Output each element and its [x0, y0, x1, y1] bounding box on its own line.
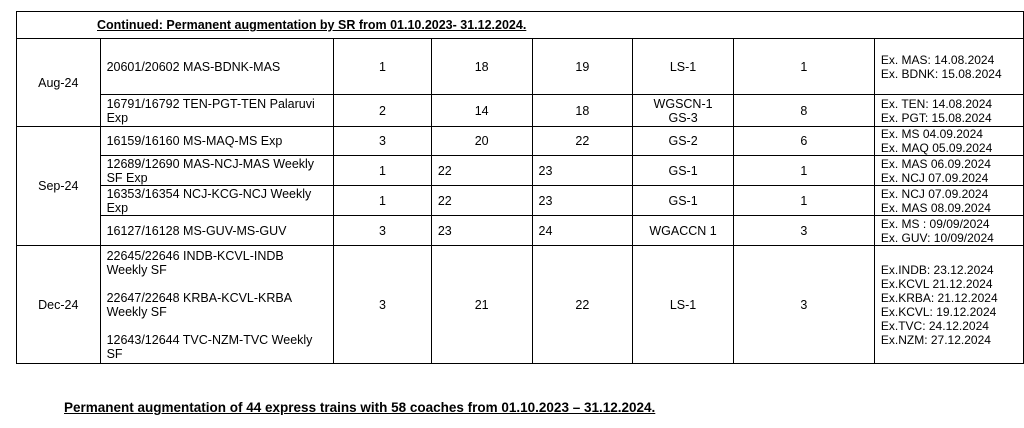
- month-cell: Dec-24: [17, 246, 101, 364]
- coach-type-cell: WGACCN 1: [633, 216, 734, 246]
- train-line: 22647/22648 KRBA-KCVL-KRBA: [106, 290, 293, 305]
- remarks-cell: [874, 246, 1023, 364]
- train-cell: 16159/16160 MS-MAQ-MS Exp: [100, 127, 334, 156]
- train-cell: [100, 186, 334, 216]
- coaches-cell: 1: [733, 39, 874, 95]
- coach-type-line: WGSCN-1: [653, 96, 713, 111]
- value-cell: 2: [334, 95, 432, 127]
- spacer: [107, 277, 328, 291]
- train-line: SF: [106, 346, 123, 361]
- remark-line: Ex. GUV: 10/09/2024: [880, 230, 994, 245]
- train-line: Weekly SF: [106, 304, 167, 319]
- spacer: [107, 319, 328, 333]
- train-cell: 16127/16128 MS-GUV-MS-GUV: [100, 216, 334, 246]
- train-line: 12689/12690 MAS-NCJ-MAS Weekly: [106, 156, 315, 171]
- month-cell: Aug-24: [17, 39, 101, 127]
- coaches-cell: 6: [733, 127, 874, 156]
- table-row: [17, 186, 1024, 216]
- train-cell: [100, 156, 334, 186]
- value-cell: 14: [431, 95, 532, 127]
- coaches-cell: 1: [733, 186, 874, 216]
- coach-type-line: GS-3: [668, 110, 698, 125]
- remark-line: Ex. PGT: 15.08.2024: [880, 110, 992, 125]
- table-row: [17, 246, 1024, 364]
- table-row: [17, 39, 1024, 95]
- train-cell: 20601/20602 MAS-BDNK-MAS: [100, 39, 334, 95]
- remark-line: Ex.KRBA: 21.12.2024: [880, 290, 998, 305]
- value-cell: 22: [431, 186, 532, 216]
- remark-line: Ex.KCVL 21.12.2024: [880, 276, 993, 291]
- remark-line: Ex.NZM: 27.12.2024: [880, 332, 991, 347]
- coach-type-cell: GS-1: [633, 186, 734, 216]
- table-row: [17, 95, 1024, 127]
- remark-line: Ex. MS 04.09.2024: [880, 127, 983, 141]
- remark-line: Ex. MAS 06.09.2024: [880, 156, 991, 171]
- summary-footer: Permanent augmentation of 44 express trains with 58 coaches from 01.10.2023 – 31.12.2024.: [64, 400, 656, 415]
- value-cell: 23: [532, 156, 633, 186]
- value-cell: 3: [334, 216, 432, 246]
- value-cell: 23: [532, 186, 633, 216]
- value-cell: 18: [431, 39, 532, 95]
- remark-line: Ex. MAS 08.09.2024: [880, 200, 991, 215]
- remark-line: Ex. BDNK: 15.08.2024: [880, 66, 1002, 81]
- table-row: [17, 127, 1024, 156]
- coach-type-cell: GS-1: [633, 156, 734, 186]
- train-line: Exp: [106, 200, 129, 215]
- train-line: Exp: [106, 110, 129, 125]
- value-cell: 1: [334, 186, 432, 216]
- value-cell: 21: [431, 246, 532, 364]
- train-line: 12643/12644 TVC-NZM-TVC Weekly: [106, 332, 313, 347]
- table-row: [17, 156, 1024, 186]
- remarks-cell: [874, 95, 1023, 127]
- coach-type-cell: LS-1: [633, 39, 734, 95]
- value-cell: 22: [431, 156, 532, 186]
- train-line: SF Exp: [106, 170, 148, 185]
- remark-line: Ex.KCVL: 19.12.2024: [880, 304, 997, 319]
- month-cell: Sep-24: [17, 127, 101, 246]
- coaches-cell: 3: [733, 216, 874, 246]
- train-cell: [100, 95, 334, 127]
- value-cell: 3: [334, 127, 432, 156]
- coach-type-cell: [633, 95, 734, 127]
- train-line: Weekly SF: [106, 262, 167, 277]
- train-line: 22645/22646 INDB-KCVL-INDB: [106, 248, 284, 263]
- value-cell: 18: [532, 95, 633, 127]
- remark-line: Ex. NCJ 07.09.2024: [880, 170, 989, 185]
- train-line: 16791/16792 TEN-PGT-TEN Palaruvi: [106, 96, 315, 111]
- coaches-cell: 1: [733, 156, 874, 186]
- table-row: [17, 216, 1024, 246]
- value-cell: 23: [431, 216, 532, 246]
- value-cell: 19: [532, 39, 633, 95]
- value-cell: 22: [532, 127, 633, 156]
- remark-line: Ex. TEN: 14.08.2024: [880, 96, 993, 111]
- coaches-cell: 8: [733, 95, 874, 127]
- augmentation-table: [16, 11, 1024, 364]
- remarks-cell: [874, 39, 1023, 95]
- coach-type-cell: GS-2: [633, 127, 734, 156]
- remarks-cell: [874, 216, 1023, 246]
- train-line: 16353/16354 NCJ-KCG-NCJ Weekly: [106, 186, 312, 201]
- remark-line: Ex. NCJ 07.09.2024: [880, 186, 989, 201]
- value-cell: 20: [431, 127, 532, 156]
- remark-line: Ex. MAS: 14.08.2024: [880, 52, 995, 67]
- remark-line: Ex. MAQ 05.09.2024: [880, 141, 993, 155]
- value-cell: 3: [334, 246, 432, 364]
- value-cell: 1: [334, 156, 432, 186]
- value-cell: 1: [334, 39, 432, 95]
- remark-line: Ex. MS : 09/09/2024: [880, 216, 990, 231]
- remarks-cell: [874, 156, 1023, 186]
- value-cell: 22: [532, 246, 633, 364]
- table-header: Continued: Permanent augmentation by SR from 01.10.2023- 31.12.2024.: [17, 12, 1024, 39]
- coaches-cell: 3: [733, 246, 874, 364]
- value-cell: 24: [532, 216, 633, 246]
- remark-line: Ex.INDB: 23.12.2024: [880, 262, 994, 277]
- coach-type-cell: LS-1: [633, 246, 734, 364]
- remark-line: Ex.TVC: 24.12.2024: [880, 318, 989, 333]
- remarks-cell: [874, 127, 1023, 156]
- train-cell: [100, 246, 334, 364]
- remarks-cell: [874, 186, 1023, 216]
